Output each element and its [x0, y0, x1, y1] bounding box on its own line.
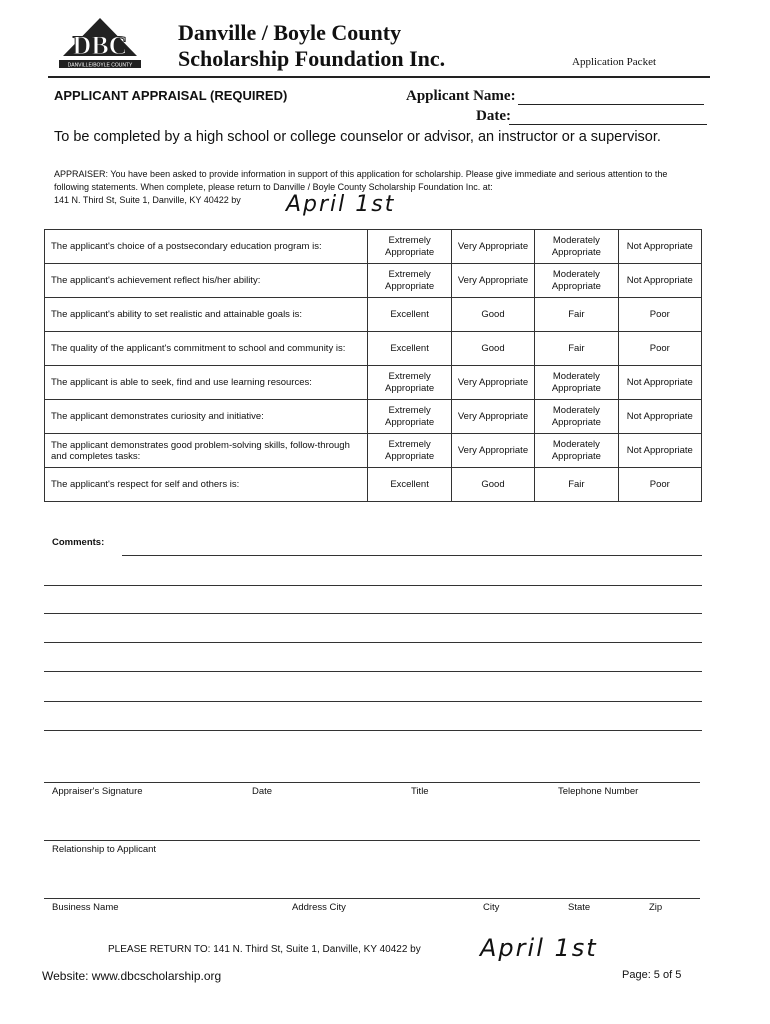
page-number: Page: 5 of 5	[622, 969, 682, 981]
org-name-line1: Danville / Boyle County	[178, 20, 402, 45]
rating-option[interactable]: Moderately Appropriate	[535, 230, 618, 264]
comment-line[interactable]	[44, 671, 702, 672]
appraisal-row	[45, 468, 702, 502]
zip-label: Zip	[649, 902, 663, 913]
rating-option[interactable]: Not Appropriate	[618, 230, 701, 264]
org-name-line2: Scholarship Foundation Inc.	[178, 46, 446, 71]
date-field[interactable]	[509, 124, 707, 125]
rating-option[interactable]: Moderately Appropriate	[535, 264, 618, 298]
rating-option[interactable]: Fair	[535, 298, 618, 332]
due-date-handwritten: April 1st	[286, 192, 396, 217]
appraiser-text-1: APPRAISER: You have been asked to provide information in support of this application for scholarship. Please give immediate and serious attention to the following statements. When complete, please return to Danville / Boyle County Scholarship Foundation Inc. at:	[54, 169, 668, 192]
logo-text: DBC	[72, 31, 128, 60]
return-instructions: PLEASE RETURN TO: 141 N. Third St, Suite 1, Danville, KY 40422 by	[108, 944, 421, 955]
comment-line[interactable]	[44, 642, 702, 643]
comment-line[interactable]	[44, 585, 702, 586]
rating-option[interactable]: Very Appropriate	[451, 264, 534, 298]
rating-option[interactable]: Not Appropriate	[618, 366, 701, 400]
rating-option[interactable]: Extremely Appropriate	[368, 230, 451, 264]
rating-option[interactable]: Very Appropriate	[451, 230, 534, 264]
rating-option[interactable]: Extremely Appropriate	[368, 400, 451, 434]
relationship-label: Relationship to Applicant	[52, 844, 157, 855]
section-title: APPLICANT APPRAISAL (REQUIRED)	[54, 88, 288, 103]
city-label: City	[483, 902, 500, 913]
appraisal-row	[45, 434, 702, 468]
business-name-label: Business Name	[52, 902, 119, 913]
packet-label: Application Packet	[572, 56, 657, 68]
appraisal-question: The applicant demonstrates curiosity and initiative:	[45, 400, 368, 434]
comment-line[interactable]	[44, 613, 702, 614]
appraisal-table	[44, 229, 702, 502]
telephone-label: Telephone Number	[558, 786, 639, 797]
rating-option[interactable]: Moderately Appropriate	[535, 434, 618, 468]
address-label: Address City	[292, 902, 346, 913]
rating-option[interactable]: Poor	[618, 298, 701, 332]
rating-option[interactable]: Not Appropriate	[618, 434, 701, 468]
date-label: Date:	[476, 108, 511, 124]
appraiser-text-2: 141 N. Third St, Suite 1, Danville, KY 40422 by	[54, 195, 241, 205]
appraisal-question: The applicant is able to seek, find and use learning resources:	[45, 366, 368, 400]
comment-line[interactable]	[122, 555, 702, 556]
rating-option[interactable]: Good	[451, 332, 534, 366]
intro-text: To be completed by a high school or college counselor or advisor, an instructor or a supervisor.	[54, 129, 661, 145]
logo-subtext: DANVILLE/BOYLE COUNTY	[67, 62, 133, 69]
rating-option[interactable]: Extremely Appropriate	[368, 366, 451, 400]
appraisal-row	[45, 332, 702, 366]
rating-option[interactable]: Excellent	[368, 468, 451, 502]
appraisal-row	[45, 230, 702, 264]
appraisal-question: The applicant demonstrates good problem-solving skills, follow-through and completes tasks:	[45, 434, 368, 468]
comment-line[interactable]	[44, 701, 702, 702]
applicant-name-field[interactable]	[518, 104, 704, 105]
rating-option[interactable]: Moderately Appropriate	[535, 400, 618, 434]
rating-option[interactable]: Fair	[535, 332, 618, 366]
appraisal-row	[45, 298, 702, 332]
comment-line[interactable]	[44, 730, 702, 731]
title-label: Title	[411, 786, 429, 797]
rating-option[interactable]: Excellent	[368, 298, 451, 332]
rating-option[interactable]: Very Appropriate	[451, 434, 534, 468]
appraisal-row	[45, 264, 702, 298]
rating-option[interactable]: Extremely Appropriate	[368, 264, 451, 298]
rating-option[interactable]: Extremely Appropriate	[368, 434, 451, 468]
rating-option[interactable]: Poor	[618, 332, 701, 366]
rating-option[interactable]: Good	[451, 298, 534, 332]
state-label: State	[568, 902, 591, 913]
rating-option[interactable]: Very Appropriate	[451, 400, 534, 434]
rating-option[interactable]: Very Appropriate	[451, 366, 534, 400]
rating-option[interactable]: Excellent	[368, 332, 451, 366]
comments-label: Comments:	[52, 537, 105, 548]
footer-due-handwritten: April 1st	[480, 934, 598, 962]
appraisal-row	[45, 400, 702, 434]
applicant-name-label: Applicant Name:	[406, 88, 516, 104]
signature-line[interactable]	[44, 782, 700, 783]
rating-option[interactable]: Good	[451, 468, 534, 502]
rating-option[interactable]: Not Appropriate	[618, 264, 701, 298]
website-link[interactable]: Website: www.dbcscholarship.org	[42, 969, 222, 983]
appraisal-question: The applicant's achievement reflect his/her ability:	[45, 264, 368, 298]
dbc-logo	[55, 16, 145, 72]
appraisal-row	[45, 366, 702, 400]
rating-option[interactable]: Fair	[535, 468, 618, 502]
signature-date-label: Date	[252, 786, 273, 797]
appraisal-question: The quality of the applicant's commitment to school and community is:	[45, 332, 368, 366]
header-rule	[48, 76, 710, 78]
appraiser-signature-label: Appraiser's Signature	[52, 786, 143, 797]
rating-option[interactable]: Poor	[618, 468, 701, 502]
appraisal-question: The applicant's respect for self and others is:	[45, 468, 368, 502]
rating-option[interactable]: Not Appropriate	[618, 400, 701, 434]
appraisal-question: The applicant's ability to set realistic and attainable goals is:	[45, 298, 368, 332]
business-line[interactable]	[44, 898, 700, 899]
relationship-line[interactable]	[44, 840, 700, 841]
appraisal-question: The applicant's choice of a postsecondary education program is:	[45, 230, 368, 264]
rating-option[interactable]: Moderately Appropriate	[535, 366, 618, 400]
